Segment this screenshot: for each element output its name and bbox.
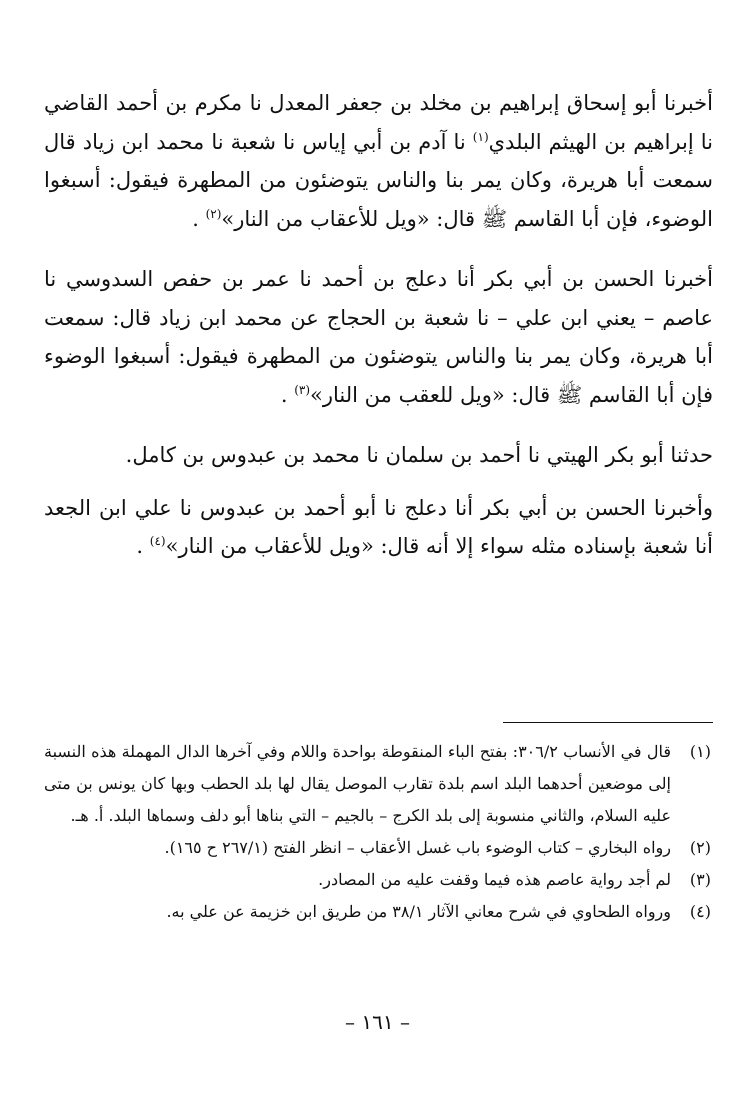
footnote-text: ورواه الطحاوي في شرح معاني الآثار ٣٨/١ من طريق ابن خزيمة عن علي به. <box>166 902 671 921</box>
paragraph-text: حدثنا أبو بكر الهيتي نا أحمد بن سلمان نا محمد بن عبدوس بن كامل. <box>125 443 713 467</box>
footnote-3 <box>44 864 711 896</box>
footnote-text: لم أجد رواية عاصم هذه فيما وقفت عليه من المصادر. <box>318 870 671 889</box>
footnote-2 <box>44 832 711 864</box>
footnote-ref[interactable]: (٣) <box>294 382 311 397</box>
footnote-number: (١) <box>689 742 711 761</box>
end-mark: . <box>136 534 144 558</box>
end-mark: . <box>192 206 199 231</box>
paragraph-text: وأخبرنا الحسن بن أبي بكر أنا دعلج نا أبو أحمد بن عبدوس نا علي ابن الجعد أنا شعبة بإسناده مثله سواء إلا أنه قال: «ويل للأعقاب من النار» <box>44 495 713 558</box>
paragraph-text: أخبرنا أبو إسحاق إبراهيم بن مخلد بن جعفر المعدل نا مكرم بن أحمد القاضي نا إبراهيم بن الهيثم البلدي <box>44 91 713 154</box>
main-text <box>44 84 713 566</box>
footnote-number: (٢) <box>689 838 711 857</box>
footnote-1 <box>44 736 711 832</box>
paragraph-text: أخبرنا الحسن بن أبي بكر أنا دعلج بن أحمد نا عمر بن حفص السدوسي نا عاصم – يعني ابن علي – نا شعبة بن الحجاج عن محمد ابن زياد قال: سمعت أبا هريرة، وكان يمر بنا والناس يتوضئون من المطهرة فيقول: أسبغوا الوضوء فإن أبا القاسم ﷺ قال: «ويل للعقب من النار» <box>44 267 713 407</box>
footnote-number: (٤) <box>689 902 711 921</box>
hadith-paragraph-2 <box>44 260 713 414</box>
page-number: – ١٦١ – <box>345 1010 410 1034</box>
footnote-divider <box>503 722 713 723</box>
footnotes <box>44 736 711 928</box>
footnote-ref[interactable]: (٢) <box>205 206 222 221</box>
footnote-number: (٣) <box>689 870 711 889</box>
hadith-paragraph-1 <box>44 84 713 238</box>
paragraph-text-continued: نا آدم بن أبي إياس نا شعبة نا محمد ابن زياد قال سمعت أبا هريرة، وكان يمر بنا والناس يتوضئون من المطهرة فيقول: أسبغوا الوضوء، فإن أبا القاسم ﷺ قال: «ويل للأعقاب من النار» <box>44 129 713 231</box>
footnote-text: قال في الأنساب ٣٠٦/٢: بفتح الباء المنقوطة بواحدة واللام وفي آخرها الدال المهملة هذه النسبة إلى موضعين أحدهما البلد اسم بلدة تقارب الموصل يقال لها بلد الحطب وبها كان يونس بن متى عليه السلام، والثاني منسوبة إلى بلد الكرج – بالجيم – التي بناها أبو دلف وسماها البلد. أ. هـ. <box>44 742 671 825</box>
end-mark: . <box>280 382 288 407</box>
hadith-paragraph-4 <box>44 489 713 566</box>
hadith-paragraph-3 <box>44 436 713 475</box>
footnote-4 <box>44 896 711 928</box>
footnote-text: رواه البخاري – كتاب الوضوء باب غسل الأعقاب – انظر الفتح (٢٦٧/١ ح ١٦٥). <box>164 838 671 857</box>
footnote-ref[interactable]: (٤) <box>149 534 166 548</box>
footnote-ref[interactable]: (١) <box>472 129 489 144</box>
